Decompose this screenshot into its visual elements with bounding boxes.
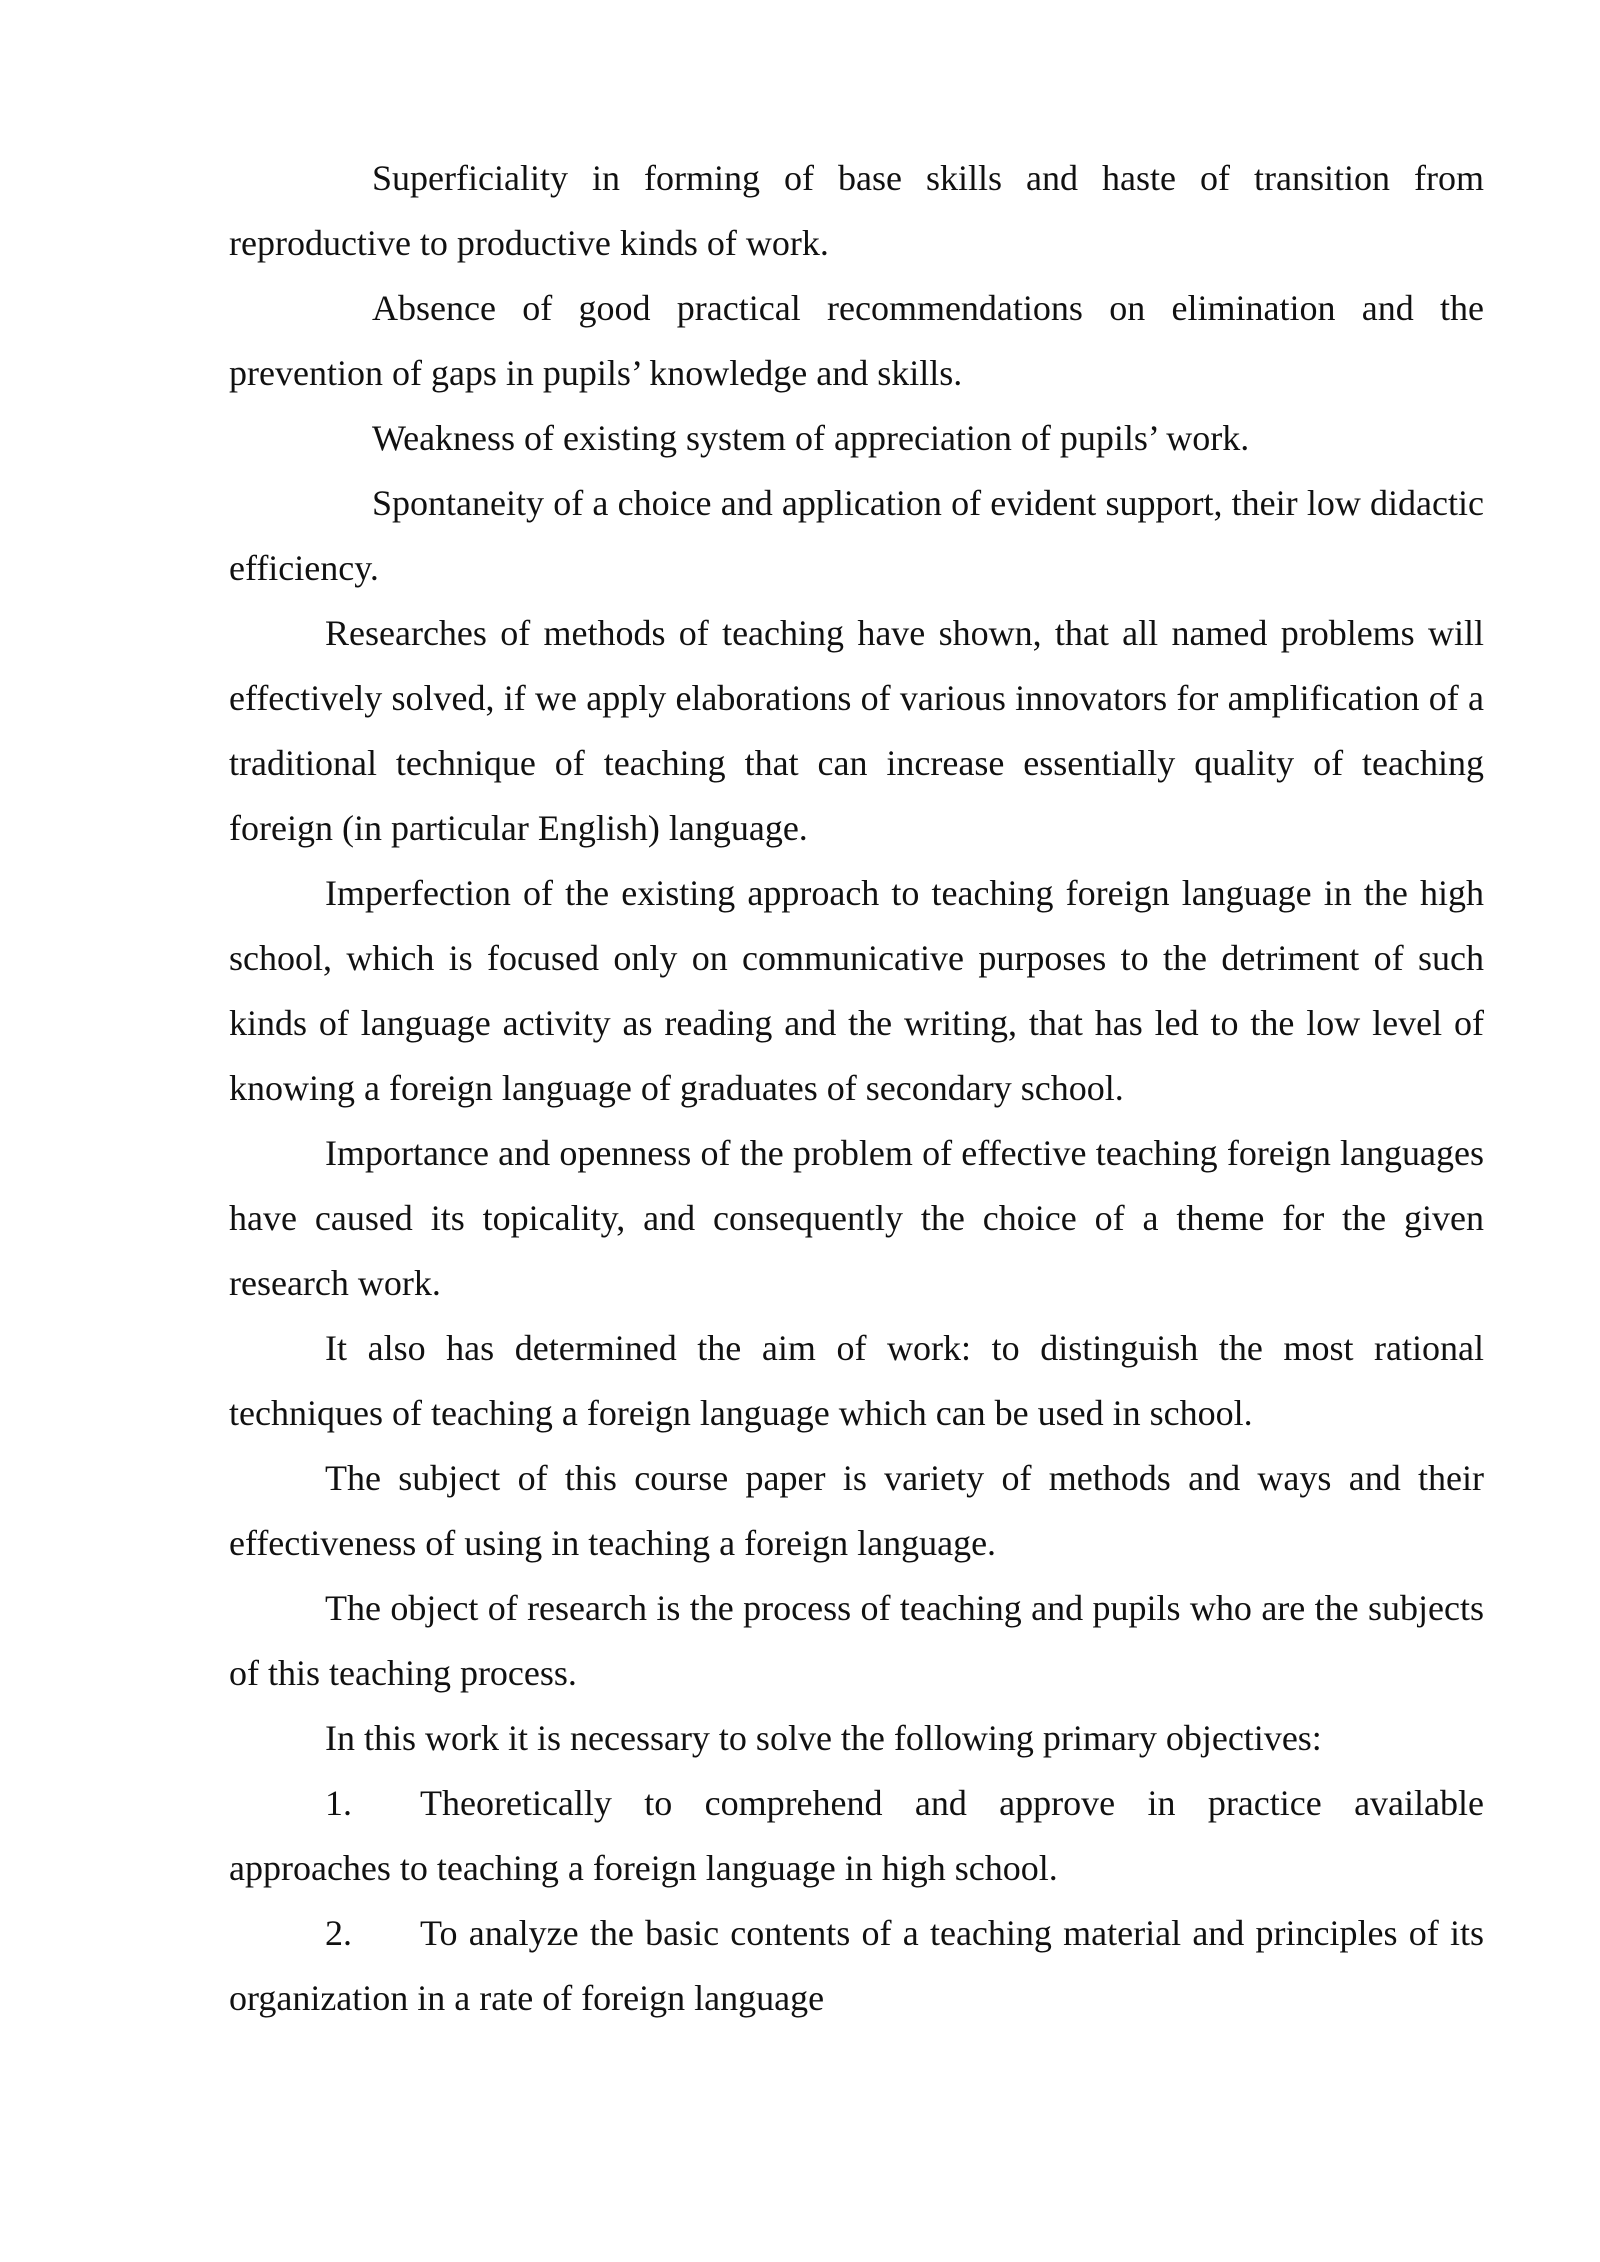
paragraph-superficiality: Superficiality in forming of base skills and haste of transition from reproductive to productive kinds of work.	[229, 158, 1484, 263]
paragraph-aim-of-work: It also has determined the aim of work: to distinguish the most rational techniques of teaching a foreign language which can be used in school.	[229, 1328, 1484, 1433]
objective-number: 2.	[325, 1913, 352, 1953]
paragraph-subject: The subject of this course paper is variety of methods and ways and their effectiveness of using in teaching a foreign language.	[229, 1458, 1484, 1563]
objective-text: Theoretically to comprehend and approve in practice available approaches to teaching a foreign language in high school.	[229, 1783, 1484, 1888]
paragraph-object: The object of research is the process of teaching and pupils who are the subjects of this teaching process.	[229, 1588, 1484, 1693]
paragraph-imperfection: Imperfection of the existing approach to teaching foreign language in the high school, which is focused only on communicative purposes to the detriment of such kinds of language activity as reading and the writing, that has led to the low level of knowing a foreign language of graduates of secondary school.	[229, 873, 1484, 1108]
paragraph-objectives-intro: In this work it is necessary to solve the following primary objectives:	[325, 1718, 1322, 1758]
objective-text: To analyze the basic contents of a teaching material and principles of its organization in a rate of foreign language	[229, 1913, 1484, 2018]
paragraph-researches: Researches of methods of teaching have shown, that all named problems will effectively solved, if we apply elaborations of various innovators for amplification of a traditional technique of teaching that can increase essentially quality of teaching foreign (in particular English) language.	[229, 613, 1484, 848]
paragraph-importance: Importance and openness of the problem of effective teaching foreign languages have caused its topicality, and consequently the choice of a theme for the given research work.	[229, 1133, 1484, 1303]
objective-item-2	[229, 1901, 1484, 2031]
paragraph-spontaneity: Spontaneity of a choice and application of evident support, their low didactic efficiency.	[229, 483, 1484, 588]
paragraph-weakness-of-appreciation: Weakness of existing system of appreciation of pupils’ work.	[372, 418, 1250, 458]
objective-number: 1.	[325, 1783, 352, 1823]
objective-item-1	[229, 1771, 1484, 1901]
paragraph-absence-of-recommendations: Absence of good practical recommendations on elimination and the prevention of gaps in pupils’ knowledge and skills.	[229, 288, 1484, 393]
document-page	[229, 146, 1484, 2031]
